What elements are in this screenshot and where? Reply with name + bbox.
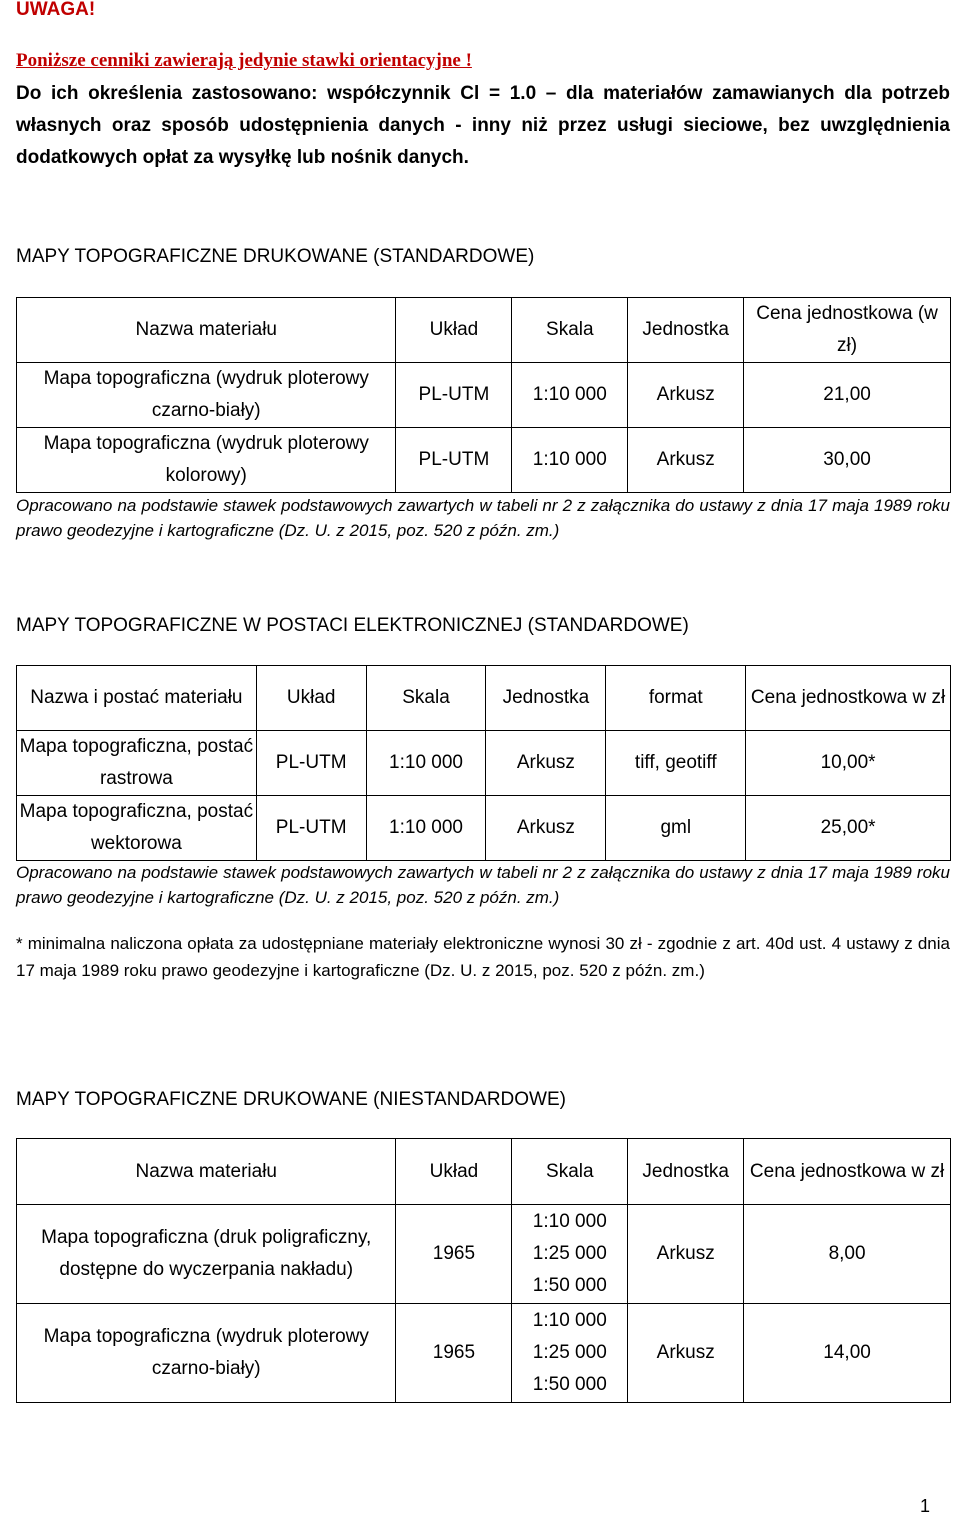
scale-value: 1:10 000 xyxy=(532,1310,607,1331)
table-header-row xyxy=(17,666,951,731)
cell-name: Mapa topograficzna (wydruk ploterowy czarno-biały) xyxy=(17,1304,396,1403)
cell-unit: Arkusz xyxy=(628,428,744,493)
scale-value: 1:25 000 xyxy=(532,1243,607,1264)
col-header: Jednostka xyxy=(486,666,606,731)
cell-format: tiff, geotiff xyxy=(606,731,746,796)
col-header: Nazwa i postać materiału xyxy=(17,666,257,731)
cell-price: 14,00 xyxy=(744,1304,951,1403)
cell-unit: Arkusz xyxy=(486,731,606,796)
table-row xyxy=(17,731,951,796)
cell-uklad: PL-UTM xyxy=(396,363,512,428)
section2-title: MAPY TOPOGRAFICZNE W POSTACI ELEKTRONICZNEJ (STANDARDOWE) xyxy=(16,615,689,636)
table-row xyxy=(17,1205,951,1304)
col-header: Układ xyxy=(256,666,366,731)
table-row xyxy=(17,363,951,428)
section1-source: Opracowano na podstawie stawek podstawowych zawartych w tabeli nr 2 z załącznika do ustawy z dnia 17 maja 1989 roku prawo geodezyjne i kartograficzne (Dz. U. z 2015, poz. 520 z późn. zm.) xyxy=(16,496,950,540)
scale-value: 1:50 000 xyxy=(532,1374,607,1395)
section2-source: Opracowano na podstawie stawek podstawowych zawartych w tabeli nr 2 z załącznika do ustawy z dnia 17 maja 1989 roku prawo geodezyjne i kartograficzne (Dz. U. z 2015, poz. 520 z późn. zm.) xyxy=(16,863,950,907)
cell-name: Mapa topograficzna (wydruk ploterowy kolorowy) xyxy=(17,428,396,493)
intro-paragraph xyxy=(16,78,950,174)
cell-unit: Arkusz xyxy=(486,796,606,861)
cell-format: gml xyxy=(606,796,746,861)
cell-scales xyxy=(512,1205,628,1304)
cell-price: 8,00 xyxy=(744,1205,951,1304)
table-header-row xyxy=(17,298,951,363)
section3-table xyxy=(16,1138,951,1403)
col-header: Jednostka xyxy=(628,1139,744,1205)
col-header: Jednostka xyxy=(628,298,744,363)
cell-price: 30,00 xyxy=(744,428,951,493)
cell-name: Mapa topograficzna, postać rastrowa xyxy=(17,731,257,796)
cell-unit: Arkusz xyxy=(628,1304,744,1403)
section2-table xyxy=(16,665,951,861)
col-header: format xyxy=(606,666,746,731)
cell-uklad: PL-UTM xyxy=(256,731,366,796)
cell-price: 25,00* xyxy=(746,796,951,861)
warning-label: UWAGA! xyxy=(16,0,96,20)
scale-value: 1:10 000 xyxy=(532,1211,607,1232)
cell-name: Mapa topograficzna (druk poligraficzny, dostępne do wyczerpania nakładu) xyxy=(17,1205,396,1304)
table-header-row xyxy=(17,1139,951,1205)
cell-name: Mapa topograficzna, postać wektorowa xyxy=(17,796,257,861)
cell-scale: 1:10 000 xyxy=(512,363,628,428)
col-header: Skala xyxy=(512,1139,628,1205)
intro-text: Do ich określenia zastosowano: współczynnik Cl = 1.0 – dla materiałów zamawianych dla potrzeb własnych oraz sposób udostępnienia danych - inny niż przez usługi sieciowe, bez uwzględnienia dodatkowych opłat za wysyłkę lub nośnik danych. xyxy=(16,83,950,168)
scale-value: 1:50 000 xyxy=(532,1275,607,1296)
table-row xyxy=(17,796,951,861)
cell-uklad: 1965 xyxy=(396,1205,512,1304)
col-header: Nazwa materiału xyxy=(17,1139,396,1205)
scale-value: 1:25 000 xyxy=(532,1342,607,1363)
cell-unit: Arkusz xyxy=(628,1205,744,1304)
cell-scales xyxy=(512,1304,628,1403)
col-header: Układ xyxy=(396,1139,512,1205)
col-header: Nazwa materiału xyxy=(17,298,396,363)
cell-name: Mapa topograficzna (wydruk ploterowy czarno-biały) xyxy=(17,363,396,428)
cell-price: 10,00* xyxy=(746,731,951,796)
section1-table xyxy=(16,297,951,493)
cell-unit: Arkusz xyxy=(628,363,744,428)
section1-title: MAPY TOPOGRAFICZNE DRUKOWANE (STANDARDOWE) xyxy=(16,246,535,267)
cell-scale: 1:10 000 xyxy=(512,428,628,493)
cell-scale: 1:10 000 xyxy=(366,731,486,796)
cell-uklad: PL-UTM xyxy=(396,428,512,493)
table-row xyxy=(17,1304,951,1403)
price-notice: Poniższe cenniki zawierają jedynie stawki orientacyjne ! xyxy=(16,50,472,71)
cell-uklad: PL-UTM xyxy=(256,796,366,861)
table-row xyxy=(17,428,951,493)
minimum-fee-note: * minimalna naliczona opłata za udostępniane materiały elektroniczne wynosi 30 zł - zgodnie z art. 40d ust. 4 ustawy z dnia 17 maja 1989 roku prawo geodezyjne i kartograficzne (Dz. U. z 2015, poz. 520 z późn. zm.) xyxy=(16,934,950,980)
col-header: Skala xyxy=(366,666,486,731)
page-number: 1 xyxy=(920,1496,931,1516)
col-header: Cena jednostkowa w zł xyxy=(746,666,951,731)
col-header: Układ xyxy=(396,298,512,363)
cell-scale: 1:10 000 xyxy=(366,796,486,861)
col-header: Cena jednostkowa (w zł) xyxy=(744,298,951,363)
cell-price: 21,00 xyxy=(744,363,951,428)
cell-uklad: 1965 xyxy=(396,1304,512,1403)
col-header: Cena jednostkowa w zł xyxy=(744,1139,951,1205)
col-header: Skala xyxy=(512,298,628,363)
section3-title: MAPY TOPOGRAFICZNE DRUKOWANE (NIESTANDARDOWE) xyxy=(16,1089,566,1110)
